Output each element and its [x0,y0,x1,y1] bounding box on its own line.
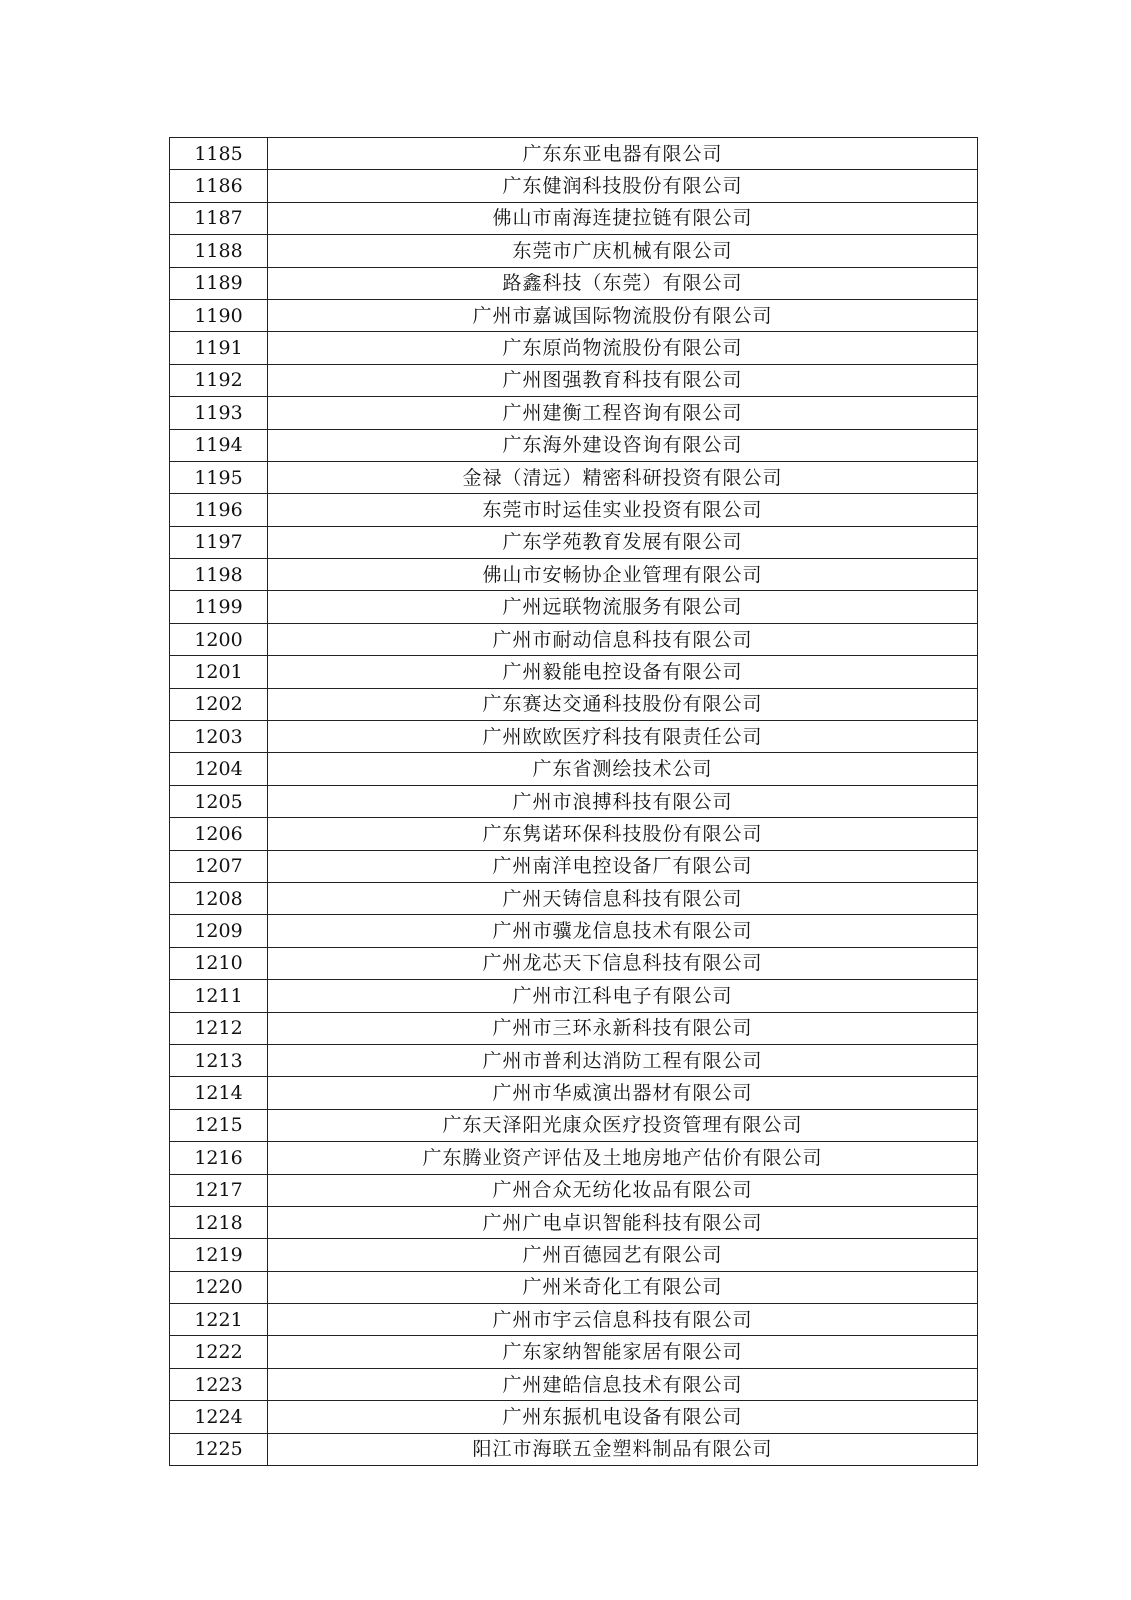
table-row [170,332,978,364]
table-row [170,753,978,785]
company-name-cell: 阳江市海联五金塑料制品有限公司 [268,1433,978,1465]
company-name-cell: 广州市华威演出器材有限公司 [268,1077,978,1109]
row-number-cell: 1187 [170,202,268,234]
row-number-cell: 1185 [170,138,268,170]
company-name-cell: 广州南洋电控设备厂有限公司 [268,850,978,882]
company-name-cell: 广东天泽阳光康众医疗投资管理有限公司 [268,1109,978,1141]
row-number-cell: 1212 [170,1012,268,1044]
company-list-body [170,138,978,1466]
company-name-cell: 广州建皓信息技术有限公司 [268,1368,978,1400]
row-number-cell: 1189 [170,267,268,299]
row-number-cell: 1211 [170,980,268,1012]
company-name-cell: 广东赛达交通科技股份有限公司 [268,688,978,720]
table-row [170,1401,978,1433]
table-row [170,461,978,493]
table-row [170,688,978,720]
company-name-cell: 广东学苑教育发展有限公司 [268,526,978,558]
row-number-cell: 1220 [170,1271,268,1303]
company-name-cell: 广东省测绘技术公司 [268,753,978,785]
row-number-cell: 1214 [170,1077,268,1109]
row-number-cell: 1219 [170,1239,268,1271]
row-number-cell: 1213 [170,1044,268,1076]
company-name-cell: 广州市浪搏科技有限公司 [268,785,978,817]
company-name-cell: 广东家纳智能家居有限公司 [268,1336,978,1368]
company-list-table [169,137,978,1466]
row-number-cell: 1225 [170,1433,268,1465]
table-row [170,202,978,234]
row-number-cell: 1216 [170,1142,268,1174]
row-number-cell: 1201 [170,656,268,688]
row-number-cell: 1222 [170,1336,268,1368]
table-row [170,397,978,429]
row-number-cell: 1206 [170,818,268,850]
company-name-cell: 广东东亚电器有限公司 [268,138,978,170]
table-row [170,1368,978,1400]
table-row [170,1239,978,1271]
company-name-cell: 广东腾业资产评估及土地房地产估价有限公司 [268,1142,978,1174]
table-row [170,235,978,267]
table-row [170,591,978,623]
table-row [170,1077,978,1109]
row-number-cell: 1215 [170,1109,268,1141]
table-row [170,1174,978,1206]
table-row [170,1336,978,1368]
row-number-cell: 1223 [170,1368,268,1400]
table-row [170,170,978,202]
table-row [170,1206,978,1238]
row-number-cell: 1191 [170,332,268,364]
row-number-cell: 1195 [170,461,268,493]
company-name-cell: 广东海外建设咨询有限公司 [268,429,978,461]
table-row [170,1271,978,1303]
row-number-cell: 1192 [170,364,268,396]
company-name-cell: 广州毅能电控设备有限公司 [268,656,978,688]
company-name-cell: 广州市普利达消防工程有限公司 [268,1044,978,1076]
company-name-cell: 广东健润科技股份有限公司 [268,170,978,202]
table-row [170,267,978,299]
table-row [170,882,978,914]
table-row [170,1044,978,1076]
table-row [170,364,978,396]
company-name-cell: 路鑫科技（东莞）有限公司 [268,267,978,299]
table-row [170,915,978,947]
company-name-cell: 广州龙芯天下信息科技有限公司 [268,947,978,979]
row-number-cell: 1188 [170,235,268,267]
table-row [170,1304,978,1336]
row-number-cell: 1203 [170,721,268,753]
row-number-cell: 1217 [170,1174,268,1206]
company-name-cell: 广东隽诺环保科技股份有限公司 [268,818,978,850]
row-number-cell: 1207 [170,850,268,882]
company-name-cell: 广州市宇云信息科技有限公司 [268,1304,978,1336]
table-row [170,818,978,850]
company-name-cell: 广州百德园艺有限公司 [268,1239,978,1271]
table-row [170,947,978,979]
company-name-cell: 佛山市安畅协企业管理有限公司 [268,559,978,591]
table-row [170,526,978,558]
row-number-cell: 1193 [170,397,268,429]
company-name-cell: 广州市江科电子有限公司 [268,980,978,1012]
row-number-cell: 1194 [170,429,268,461]
row-number-cell: 1202 [170,688,268,720]
table-row [170,299,978,331]
table-row [170,623,978,655]
table-row [170,850,978,882]
table-row [170,980,978,1012]
company-name-cell: 广州市嘉诚国际物流股份有限公司 [268,299,978,331]
row-number-cell: 1200 [170,623,268,655]
row-number-cell: 1199 [170,591,268,623]
company-name-cell: 广东原尚物流股份有限公司 [268,332,978,364]
company-name-cell: 广州建衡工程咨询有限公司 [268,397,978,429]
company-name-cell: 广州天铸信息科技有限公司 [268,882,978,914]
row-number-cell: 1218 [170,1206,268,1238]
table-row [170,138,978,170]
company-name-cell: 广州市骥龙信息技术有限公司 [268,915,978,947]
company-name-cell: 广州市耐动信息科技有限公司 [268,623,978,655]
table-row [170,494,978,526]
row-number-cell: 1205 [170,785,268,817]
row-number-cell: 1190 [170,299,268,331]
table-row [170,429,978,461]
row-number-cell: 1197 [170,526,268,558]
table-row [170,559,978,591]
row-number-cell: 1208 [170,882,268,914]
company-name-cell: 广州米奇化工有限公司 [268,1271,978,1303]
company-name-cell: 广州图强教育科技有限公司 [268,364,978,396]
row-number-cell: 1204 [170,753,268,785]
company-name-cell: 东莞市时运佳实业投资有限公司 [268,494,978,526]
company-name-cell: 金禄（清远）精密科研投资有限公司 [268,461,978,493]
row-number-cell: 1221 [170,1304,268,1336]
table-row [170,1012,978,1044]
table-row [170,1433,978,1465]
table-row [170,1109,978,1141]
table-row [170,1142,978,1174]
row-number-cell: 1198 [170,559,268,591]
company-name-cell: 广州欧欧医疗科技有限责任公司 [268,721,978,753]
company-name-cell: 东莞市广庆机械有限公司 [268,235,978,267]
row-number-cell: 1224 [170,1401,268,1433]
table-row [170,656,978,688]
row-number-cell: 1210 [170,947,268,979]
company-name-cell: 广州市三环永新科技有限公司 [268,1012,978,1044]
company-name-cell: 广州广电卓识智能科技有限公司 [268,1206,978,1238]
table-row [170,785,978,817]
company-name-cell: 广州东振机电设备有限公司 [268,1401,978,1433]
company-name-cell: 佛山市南海连捷拉链有限公司 [268,202,978,234]
company-name-cell: 广州合众无纺化妆品有限公司 [268,1174,978,1206]
row-number-cell: 1186 [170,170,268,202]
row-number-cell: 1209 [170,915,268,947]
company-name-cell: 广州远联物流服务有限公司 [268,591,978,623]
row-number-cell: 1196 [170,494,268,526]
table-row [170,721,978,753]
